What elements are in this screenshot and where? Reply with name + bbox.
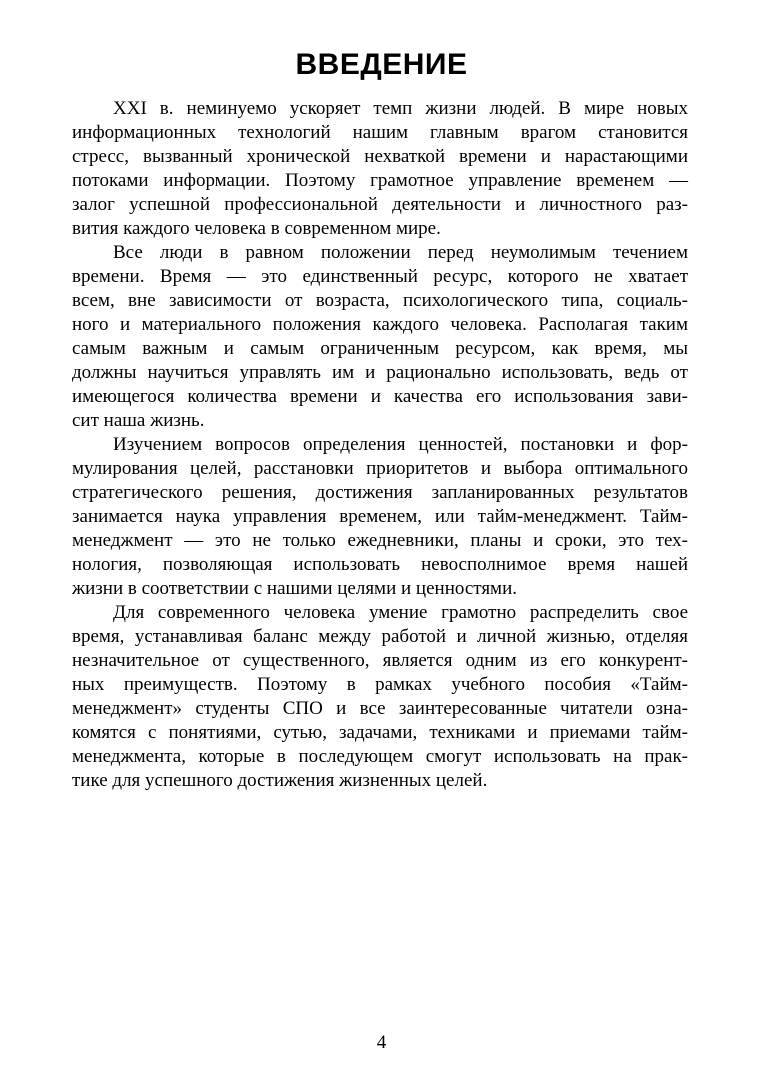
text-line: Изучением вопросов определения ценностей, постановки и фор-	[113, 434, 688, 455]
text-line: сит наша жизнь.	[72, 410, 205, 431]
text-line: ных преимуществ. Поэтому в рамках учебного пособия «Тайм-	[72, 674, 688, 695]
text-line: нология, позволяющая использовать невосполнимое время нашей	[72, 554, 688, 575]
body-text	[72, 97, 688, 793]
text-line: незначительное от существенного, является одним из его конкурент-	[72, 650, 688, 671]
text-line: информационных технологий нашим главным врагом становится	[72, 122, 688, 143]
text-line: имеющегося количества времени и качества его использования зави-	[72, 386, 688, 407]
text-line: всем, вне зависимости от возраста, психологического типа, социаль-	[72, 290, 688, 311]
text-line: должны научиться управлять им и рационально использовать, ведь от	[72, 362, 688, 383]
text-line: менеджмент — это не только ежедневники, планы и сроки, это тех-	[72, 530, 688, 551]
text-line: жизни в соответствии с нашими целями и ценностями.	[72, 578, 517, 599]
text-line: занимается наука управления временем, или тайм-менеджмент. Тайм-	[72, 506, 688, 527]
text-line: комятся с понятиями, сутью, задачами, техниками и приемами тайм-	[72, 722, 688, 743]
text-line: Все люди в равном положении перед неумолимым течением	[113, 242, 688, 263]
page-title: ВВЕДЕНИЕ	[295, 48, 468, 81]
text-line: потоками информации. Поэтому грамотное управление временем —	[72, 170, 688, 191]
text-line: ного и материального положения каждого человека. Располагая таким	[72, 314, 688, 335]
text-line: мулирования целей, расстановки приоритетов и выбора оптимального	[72, 458, 688, 479]
text-line: залог успешной профессиональной деятельности и личностного раз-	[72, 194, 688, 215]
text-line: менеджмент» студенты СПО и все заинтересованные читатели озна-	[72, 698, 688, 719]
text-line: время, устанавливая баланс между работой и личной жизнью, отделяя	[72, 626, 688, 647]
text-line: вития каждого человека в современном мире.	[72, 218, 441, 239]
page-number: 4	[376, 1032, 387, 1053]
text-line: Для современного человека умение грамотно распределить свое	[113, 602, 688, 623]
text-line: времени. Время — это единственный ресурс, которого не хватает	[72, 266, 688, 287]
text-line: менеджмента, которые в последующем смогут использовать на прак-	[72, 746, 688, 767]
text-line: самым важным и самым ограниченным ресурсом, как время, мы	[72, 338, 688, 359]
text-line: XXI в. неминуемо ускоряет темп жизни людей. В мире новых	[113, 98, 688, 119]
text-line: стресс, вызванный хронической нехваткой времени и нарастающими	[72, 146, 688, 167]
text-line: тике для успешного достижения жизненных целей.	[72, 770, 488, 791]
text-line: стратегического решения, достижения запланированных результатов	[72, 482, 688, 503]
